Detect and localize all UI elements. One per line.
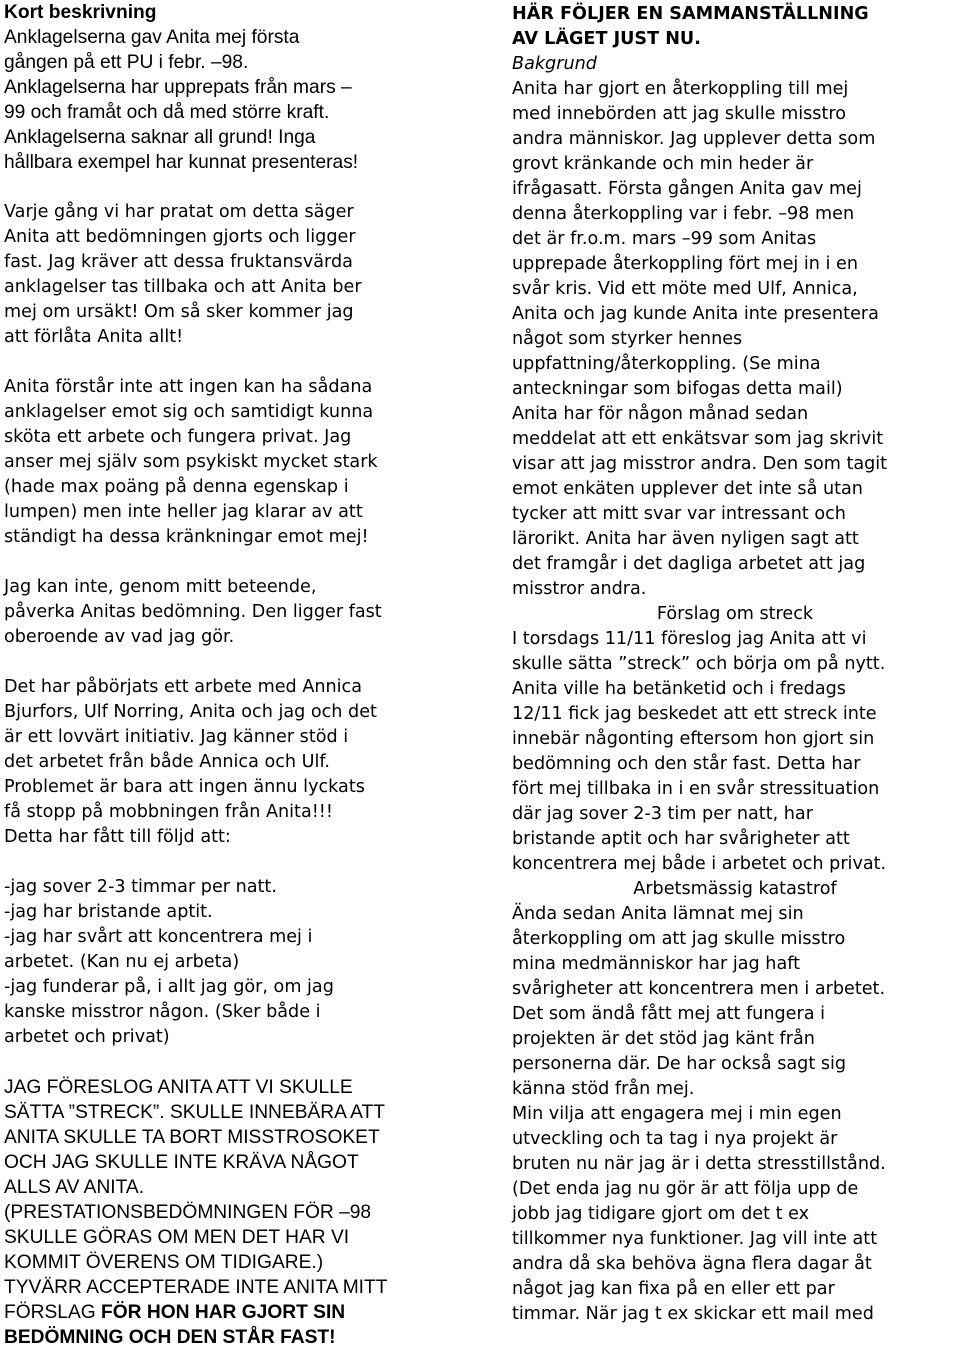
text-line: projekten är det stöd jag känt från	[512, 1029, 815, 1049]
text-line: det framgår i det dagliga arbetet att jag	[512, 554, 866, 574]
text-line: JAG FÖRESLOG ANITA ATT VI SKULLE	[4, 1077, 353, 1098]
text-line: återkoppling om att jag skulle misstro	[512, 929, 846, 949]
text-line: Det som ändå fått mej att fungera i	[512, 1004, 825, 1024]
text-line: Anklagelserna har upprepats från mars –	[4, 77, 352, 98]
text-line: Detta har fått till följd att:	[4, 827, 231, 847]
text-line: andra människor. Jag upplever detta som	[512, 129, 876, 149]
list-item: -jag har svårt att koncentrera mej i	[4, 927, 313, 947]
text-line: grovt kränkande och min heder är	[512, 154, 814, 174]
text-line: svårigheter att koncentrera men i arbetet.	[512, 979, 886, 999]
text-segment: FÖRSLAG	[4, 1302, 102, 1323]
text-line: KOMMIT ÖVERENS OM TIDIGARE.)	[4, 1252, 324, 1273]
text-line: uppfattning/återkoppling. (Se mina	[512, 354, 821, 374]
text-line: är ett lovvärt initiativ. Jag känner stöd i	[4, 727, 349, 747]
list-item: -jag sover 2-3 timmar per natt.	[4, 877, 277, 897]
text-line: Anita ville ha betänketid och i fredags	[512, 679, 846, 699]
text-line: bedömning och den står fast. Detta har	[512, 754, 861, 774]
text-line: OCH JAG SKULLE INTE KRÄVA NÅGOT	[4, 1152, 359, 1173]
text-line: Anita förstår inte att ingen kan ha sådana	[4, 377, 373, 397]
text-line: Min vilja att engagera mej i min egen	[512, 1104, 842, 1124]
text-line: anklagelser tas tillbaka och att Anita ber	[4, 277, 362, 297]
text-line: Problemet är bara att ingen ännu lyckats	[4, 777, 365, 797]
text-line: 12/11 fick jag beskedet att ett streck inte	[512, 704, 877, 724]
text-line: emot enkäten upplever det inte så utan	[512, 479, 863, 499]
text-line: denna återkoppling var i febr. –98 men	[512, 204, 855, 224]
text-line: Anita har för någon månad sedan	[512, 404, 809, 424]
text-line: sköta ett arbete och fungera privat. Jag	[4, 427, 352, 447]
text-line: känna stöd från mej.	[512, 1079, 695, 1099]
text-line: där jag sover 2-3 tim per natt, har	[512, 804, 813, 824]
text-line: Ända sedan Anita lämnat mej sin	[512, 904, 804, 924]
text-line: att förlåta Anita allt!	[4, 327, 184, 347]
text-line: påverka Anitas bedömning. Den ligger fast	[4, 602, 382, 622]
text-line: fast. Jag kräver att dessa fruktansvärda	[4, 252, 353, 272]
bold-text-segment: FÖR HON HAR GJORT SIN	[101, 1302, 346, 1323]
text-line: ANITA SKULLE TA BORT MISSTROSOKET	[4, 1127, 380, 1148]
text-line: lumpen) men inte heller jag klarar av att	[4, 502, 363, 522]
text-line: SÄTTA ”STRECK”. SKULLE INNEBÄRA ATT	[4, 1102, 385, 1123]
section-heading: AV LÄGET JUST NU.	[512, 29, 701, 49]
section-heading: Kort beskrivning	[4, 2, 157, 23]
text-line: svår kris. Vid ett möte med Ulf, Annica,	[512, 279, 858, 299]
text-line: Anklagelserna saknar all grund! Inga	[4, 127, 316, 148]
text-line: lärorikt. Anita har även nyligen sagt att	[512, 529, 859, 549]
text-line: tycker att mitt svar var intressant och	[512, 504, 846, 524]
text-line: (Det enda jag nu gör är att följa upp de	[512, 1179, 859, 1199]
text-line: ifrågasatt. Första gången Anita gav mej	[512, 179, 862, 199]
text-line: Varje gång vi har pratat om detta säger	[4, 202, 354, 222]
text-line: hållbara exempel har kunnat presenteras!	[4, 152, 359, 173]
text-line: tillkommer nya funktioner. Jag vill inte att	[512, 1229, 878, 1249]
text-line: visar att jag misstror andra. Den som tagit	[512, 454, 888, 474]
text-line: gången på ett PU i febr. –98.	[4, 52, 249, 73]
text-line: meddelat att ett enkätsvar som jag skrivit	[512, 429, 884, 449]
text-line: skulle sätta ”streck” och börja om på nytt.	[512, 654, 886, 674]
text-line: ALLS AV ANITA.	[4, 1177, 145, 1198]
text-line: anser mej själv som psykiskt mycket stark	[4, 452, 378, 472]
text-line: fört mej tillbaka in i en svår stressituation	[512, 779, 880, 799]
text-line: Anita att bedömningen gjorts och ligger	[4, 227, 356, 247]
text-line: anteckningar som bifogas detta mail)	[512, 379, 843, 399]
text-line: andra då ska behöva ägna flera dagar åt	[512, 1254, 872, 1274]
section-title: Arbetsmässig katastrof	[633, 879, 837, 899]
bold-text-line: BEDÖMNING OCH DEN STÅR FAST!	[4, 1327, 336, 1348]
text-line: upprepade återkoppling fört mej in i en	[512, 254, 858, 274]
text-line: Anklagelserna gav Anita mej första	[4, 27, 300, 48]
list-item: -jag har bristande aptit.	[4, 902, 213, 922]
list-item: -jag funderar på, i allt jag gör, om jag	[4, 977, 334, 997]
text-line: mina medmänniskor har jag haft	[512, 954, 801, 974]
section-heading: HÄR FÖLJER EN SAMMANSTÄLLNING	[512, 4, 869, 24]
right-column	[512, 0, 958, 1327]
text-line: Bjurfors, Ulf Norring, Anita och jag och det	[4, 702, 377, 722]
text-line: Anita och jag kunde Anita inte presentera	[512, 304, 879, 324]
text-line: (hade max poäng på denna egenskap i	[4, 477, 349, 497]
text-line: bruten nu när jag är i detta stresstillstånd.	[512, 1154, 886, 1174]
list-item: kanske misstror någon. (Sker både i	[4, 1002, 321, 1022]
text-line: något som styrker hennes	[512, 329, 743, 349]
text-line: oberoende av vad jag gör.	[4, 627, 235, 647]
text-line: I torsdags 11/11 föreslog jag Anita att vi	[512, 629, 867, 649]
text-line: 99 och framåt och då med större kraft.	[4, 102, 330, 123]
text-line: det är fr.o.m. mars –99 som Anitas	[512, 229, 817, 249]
text-line: Jag kan inte, genom mitt beteende,	[4, 577, 317, 597]
text-line: ständigt ha dessa kränkningar emot mej!	[4, 527, 369, 547]
text-line: med innebörden att jag skulle misstro	[512, 104, 846, 124]
text-line: koncentrera mej både i arbetet och privat.	[512, 854, 887, 874]
text-line: timmar. När jag t ex skickar ett mail med	[512, 1304, 874, 1324]
text-line: mej om ursäkt! Om så sker kommer jag	[4, 302, 354, 322]
text-line: TYVÄRR ACCEPTERADE INTE ANITA MITT	[4, 1277, 388, 1298]
list-item: arbetet och privat)	[4, 1027, 170, 1047]
text-line: misstror andra.	[512, 579, 647, 599]
text-line: personerna där. De har också sagt sig	[512, 1054, 847, 1074]
text-line	[4, 1300, 474, 1325]
text-line: det arbetet från både Annica och Ulf.	[4, 752, 330, 772]
text-line: bristande aptit och har svårigheter att	[512, 829, 850, 849]
text-line: få stopp på mobbningen från Anita!!!	[4, 802, 333, 822]
text-line: Anita har gjort en återkoppling till mej	[512, 79, 849, 99]
section-title: Förslag om streck	[656, 604, 814, 624]
text-line: SKULLE GÖRAS OM MEN DET HAR VI	[4, 1227, 350, 1248]
list-item: arbetet. (Kan nu ej arbeta)	[4, 952, 240, 972]
text-line: innebär någonting eftersom hon gjort sin	[512, 729, 875, 749]
text-line: Det har påbörjats ett arbete med Annica	[4, 677, 363, 697]
subheading: Bakgrund	[512, 54, 597, 74]
text-line: utveckling och ta tag i nya projekt är	[512, 1129, 838, 1149]
text-line: (PRESTATIONSBEDÖMNINGEN FÖR –98	[4, 1202, 372, 1223]
text-line: jobb jag tidigare gjort om det t ex	[512, 1204, 810, 1224]
text-line: anklagelser emot sig och samtidigt kunna	[4, 402, 374, 422]
left-column	[4, 0, 474, 1350]
text-line: något jag kan fixa på en eller ett par	[512, 1279, 835, 1299]
